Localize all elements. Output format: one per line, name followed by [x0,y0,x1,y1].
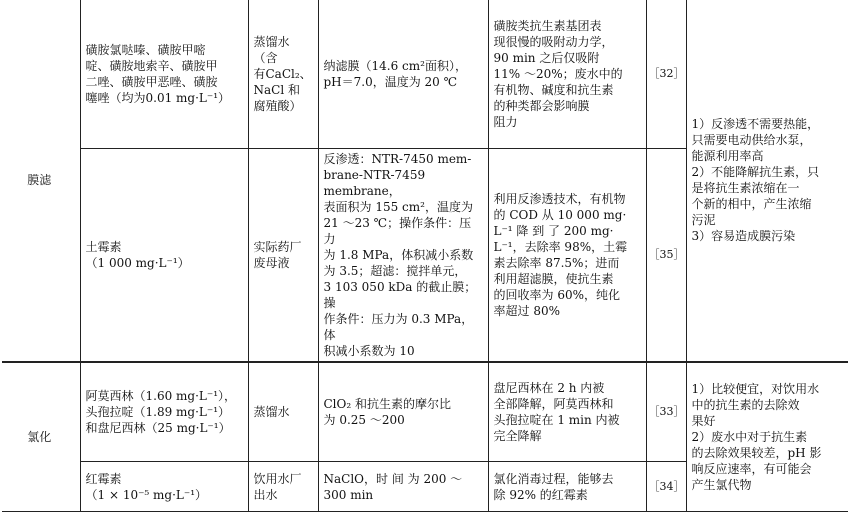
reference-cell: ［32］ [646,0,686,148]
result-cell: 磺胺类抗生素基团表 现很慢的吸附动力学， 90 min 之后仅吸附 11% ～20%；废水中的 有机物、碱度和抗生素 的种类都会影响膜 阻力 [488,0,646,148]
antibiotic-cell: 磺胺氯哒嗪、磺胺甲嘧 啶、磺胺地索辛、磺胺甲 二唑、磺胺甲恶唑、磺胺 噻唑（均为0.01 mg·L⁻¹） [80,0,248,148]
antibiotic-cell: 阿莫西林（1.60 mg·L⁻¹）， 头孢拉啶（1.89 mg·L⁻¹） 和盘尼西林（25 mg·L⁻¹） [80,362,248,462]
water-cell: 饮用水厂 出水 [248,462,318,512]
water-cell: 蒸馏水（含 有CaCl₂、 NaCl 和 腐殖酸） [248,0,318,148]
conditions-cell: ClO₂ 和抗生素的摩尔比 为 0.25 ～200 [318,362,488,462]
note-cell: 1）比较便宜，对饮用水 中的抗生素的去除效 果好 2）废水中对于抗生素 的去除效果较差，pH 影 响反应速率，有可能会 产生氯代物 [686,362,848,512]
result-cell: 利用反渗透技术，有机物 的 COD 从 10 000 mg· L⁻¹ 降 到 了 200 mg· L⁻¹，去除率 98%，土霉 素去除率 87.5%；进而 利用超滤膜，使抗生素 的回收率为 60%，纯化 率超过 80% [488,148,646,362]
antibiotic-cell: 土霉素 （1 000 mg·L⁻¹） [80,148,248,362]
conditions-cell: 纳滤膜（14.6 cm²面积）， pH＝7.0，温度为 20 ℃ [318,0,488,148]
conditions-cell: NaClO，时 间 为 200 ～ 300 min [318,462,488,512]
note-cell: 1）反渗透不需要热能， 只需要电动供给水泵， 能源利用率高 2）不能降解抗生素，只 是将抗生素浓缩在一 个新的相中，产生浓缩 污泥 3）容易造成膜污染 [686,0,848,362]
conditions-cell: 反渗透：NTR-7450 mem- brane-NTR-7459 membrane， 表面积为 155 cm²，温度为 21 ～23 ℃；操作条件：压力 为 1.8 MPa，体积减小系数 为 3.5；超滤：搅拌单元， 3 103 050 kDa 的截止膜；操 作条件：压力为 0.3 MPa，体 积减小系数为 10 [318,148,488,362]
table-row [2,362,848,462]
antibiotic-cell: 红霉素 （1 × 10⁻⁵ mg·L⁻¹） [80,462,248,512]
water-cell: 实际药厂 废母液 [248,148,318,362]
antibiotic-removal-table [2,0,848,512]
reference-cell: ［33］ [646,362,686,462]
result-cell: 盘尼西林在 2 h 内被 全部降解，阿莫西林和 头孢拉啶在 1 min 内被 完全降解 [488,362,646,462]
reference-cell: ［35］ [646,148,686,362]
reference-cell: ［34］ [646,462,686,512]
water-cell: 蒸馏水 [248,362,318,462]
process-cell: 膜滤 [2,0,80,362]
table-row [2,0,848,148]
process-cell: 氯化 [2,362,80,512]
result-cell: 氯化消毒过程，能够去 除 92% 的红霉素 [488,462,646,512]
